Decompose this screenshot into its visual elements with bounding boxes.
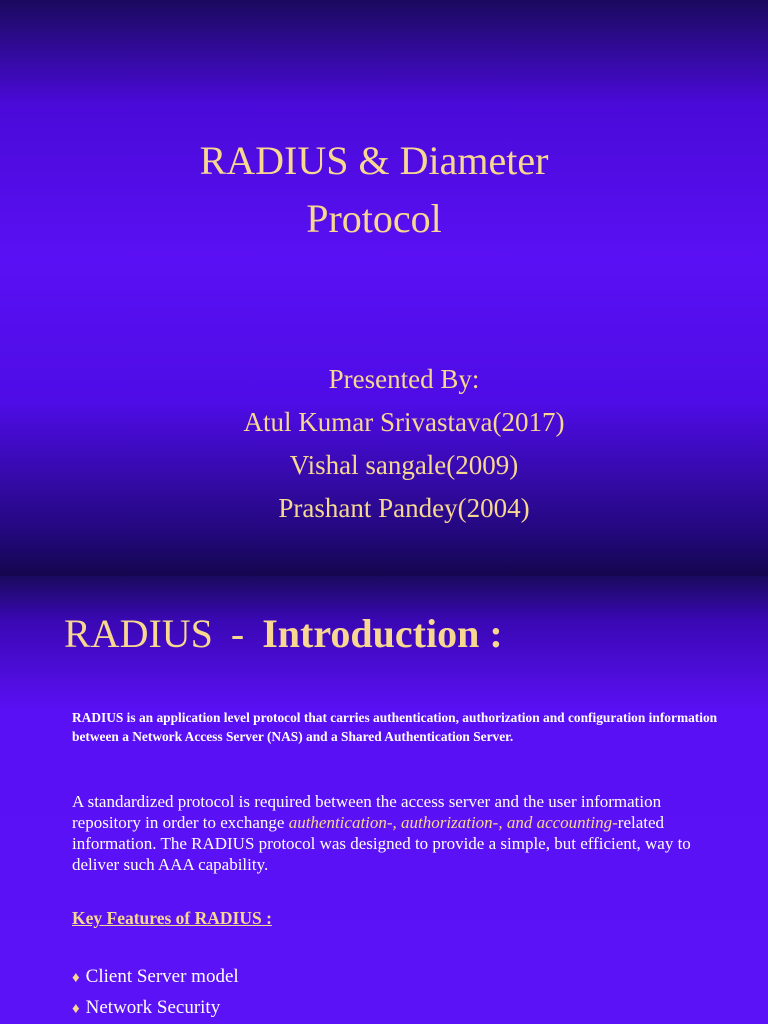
intro-paragraph-bold: RADIUS is an application level protocol that carries authentication, authorization and configuration information between a Network Access Server (NAS) and a Shared Authentication Server. [72,710,718,744]
intro-paragraph [72,791,722,875]
key-features-heading: Key Features of RADIUS : [72,908,272,928]
features-list [72,962,239,1024]
diamond-bullet-icon: ♦ [72,970,80,986]
feature-item [72,993,239,1024]
paragraph-text-end: related information. The RADIUS protocol was designed to provide a simple, but efficient, way to deliver such AAA capability. [72,813,691,874]
feature-item [72,962,239,993]
heading-main: Introduction : [262,611,503,656]
introduction-heading [64,606,503,662]
heading-prefix: RADIUS [64,611,213,656]
presenter-name: Atul Kumar Srivastava(2017) [243,407,565,437]
presented-by-label: Presented By: [328,364,480,394]
paragraph-text-start: A standardized protocol is required between the access server and the user information repository in order to exchange [72,792,662,832]
feature-label: Client Server model [85,966,239,987]
presenter-name: Vishal sangale(2009) [289,450,519,480]
paragraph-highlight: authentication-, authorization-, and accounting- [288,813,618,832]
slide-title [0,132,748,248]
presenter-name: Prashant Pandey(2004) [278,493,530,523]
slide-title-line-2: Protocol [306,196,442,241]
slide-title-line-1: RADIUS & Diameter [199,138,549,183]
feature-label: Network Security [85,997,221,1018]
heading-dash: - [230,611,245,656]
presenters-block [0,358,768,530]
diamond-bullet-icon: ♦ [72,1001,80,1017]
